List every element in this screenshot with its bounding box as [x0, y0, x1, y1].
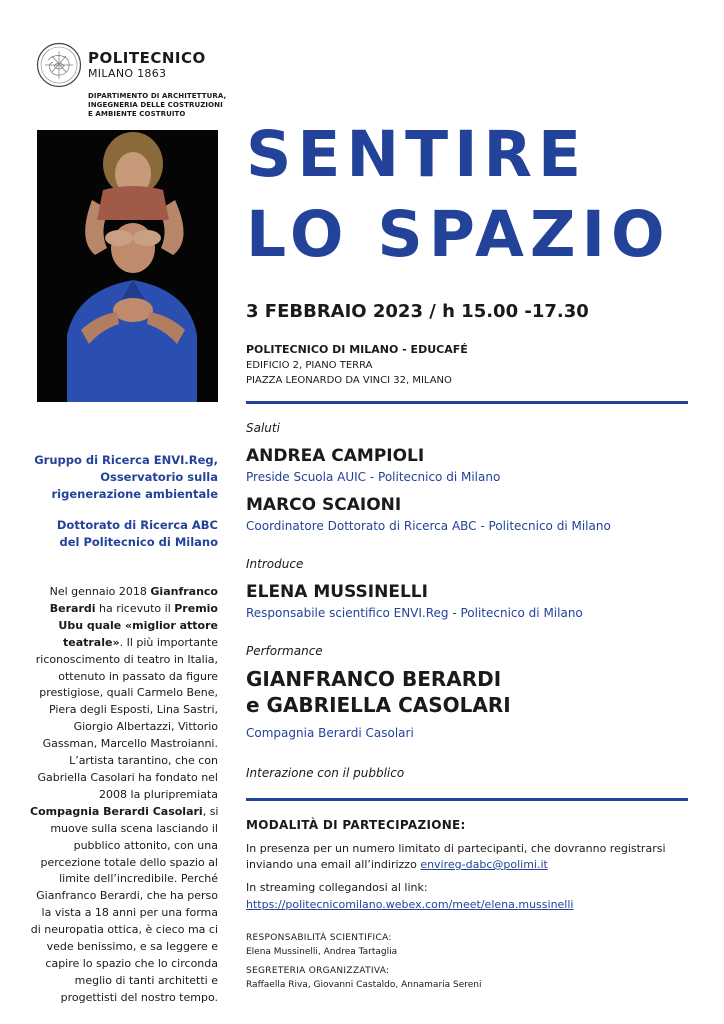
- event-title-line-1: SENTIRE: [246, 118, 588, 191]
- phd-program: Dottorato di Ricerca ABC del Politecnico di Milano: [56, 518, 218, 549]
- performance-photo: [37, 130, 218, 402]
- organizing-secretariat-names: Raffaella Riva, Giovanni Castaldo, Annamaria Sereni: [246, 980, 482, 990]
- performer-name-2: e GABRIELLA CASOLARI: [246, 693, 511, 717]
- logo-subtitle: MILANO 1863: [88, 67, 167, 80]
- divider-bottom: [246, 798, 688, 801]
- section-label-performance: Performance: [246, 644, 323, 658]
- organizing-secretariat-title: SEGRETERIA ORGANIZZATIVA:: [246, 966, 390, 976]
- research-group: Gruppo di Ricerca ENVI.Reg, Osservatorio sulla rigenerazione ambientale: [34, 453, 218, 501]
- politecnico-seal-icon: [36, 42, 82, 88]
- section-label-saluti: Saluti: [246, 421, 280, 435]
- speaker-role-mussinelli: Responsabile scientifico ENVI.Reg - Politecnico di Milano: [246, 606, 583, 620]
- speaker-role-scaioni: Coordinatore Dottorato di Ricerca ABC - Politecnico di Milano: [246, 519, 611, 533]
- participation-title: MODALITÀ DI PARTECIPAZIONE:: [246, 818, 466, 832]
- event-date: 3 FEBBRAIO 2023 / h 15.00 -17.30: [246, 301, 589, 322]
- registration-email-link[interactable]: envireg-dabc@polimi.it: [420, 858, 548, 871]
- speaker-name-campioli: ANDREA CAMPIOLI: [246, 446, 425, 466]
- speaker-role-campioli: Preside Scuola AUIC - Politecnico di Milano: [246, 470, 501, 484]
- divider-top: [246, 401, 688, 404]
- venue-address: PIAZZA LEONARDO DA VINCI 32, MILANO: [246, 375, 452, 386]
- streaming-link-row: [246, 897, 573, 913]
- event-venue: POLITECNICO DI MILANO - EDUCAFÉ: [246, 343, 468, 356]
- speaker-name-mussinelli: ELENA MUSSINELLI: [246, 582, 428, 602]
- section-label-introduce: Introduce: [246, 557, 304, 571]
- department-name: DIPARTIMENTO DI ARCHITETTURA, INGEGNERIA DELLE COSTRUZIONI E AMBIENTE COSTRUITO: [88, 92, 227, 118]
- scientific-responsibility-title: RESPONSABILITÀ SCIENTIFICA:: [246, 933, 392, 943]
- streaming-link[interactable]: https://politecnicomilano.webex.com/meet/elena.mussinelli: [246, 898, 574, 911]
- logo-name: POLITECNICO: [88, 49, 206, 67]
- venue-building: EDIFICIO 2, PIANO TERRA: [246, 360, 373, 371]
- participation-text-2: inviando una email all’indirizzo envireg-dabc@polimi.it: [246, 858, 548, 871]
- section-label-interaction: Interazione con il pubblico: [246, 766, 405, 780]
- performer-name-1: GIANFRANCO BERARDI: [246, 667, 502, 691]
- participation-text-1: In presenza per un numero limitato di partecipanti, che dovranno registrarsi: [246, 842, 666, 855]
- streaming-text: In streaming collegandosi al link:: [246, 881, 428, 894]
- performer-company: Compagnia Berardi Casolari: [246, 726, 414, 740]
- speaker-name-scaioni: MARCO SCAIONI: [246, 495, 402, 515]
- performer-biography: Nel gennaio 2018 Gianfranco Berardi ha ricevuto il Premio Ubu quale «miglior attore teatrale». Il più importante riconoscimento di teatro in Italia, ottenuto in passato da figure prestigiose, quali Carmelo Bene, Piera degli Esposti, Lina Sastri, Giorgio Albertazzi, Vittorio Gassman, Marcello Mastroianni. L’artista tarantino, che con Gabriella Casolari ha fondato nel 2008 la pluripremiata Compagnia Berardi Casolari, si muove sulla scena lasciando il pubblico attonito, con una percezione totale dello spazio al limite dell’incredibile. Perché Gianfranco Berardi, che ha perso la vista a 18 anni per una forma di neuropatia ottica, è cieco ma ci vede benissimo, e sa leggere e capire lo spazio che lo circonda meglio di tanti architetti e progettisti del nostro tempo.: [30, 585, 219, 1004]
- event-title-line-2: LO SPAZIO: [246, 198, 671, 271]
- scientific-responsibility-names: Elena Mussinelli, Andrea Tartaglia: [246, 947, 398, 957]
